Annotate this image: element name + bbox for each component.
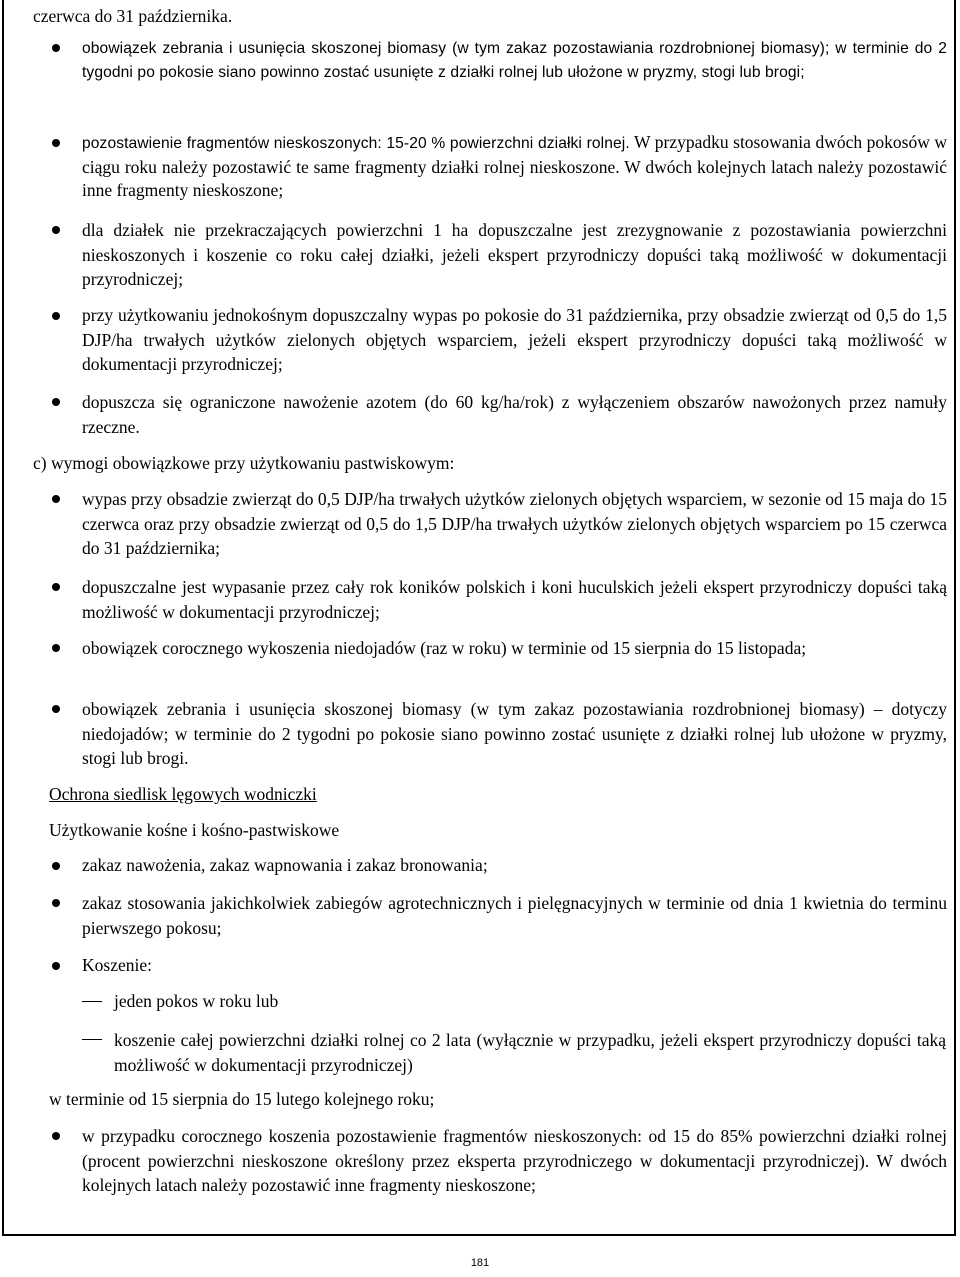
bullet-icon: [52, 44, 62, 54]
bullet-icon: [52, 962, 62, 972]
list-item: obowiązek corocznego wykoszenia niedojadów (raz w roku) w terminie od 15 sierpnia do 15 listopada;: [82, 638, 807, 658]
list-item: przy użytkowaniu jednokośnym dopuszczalny wypas po pokosie do 31 października, przy obsadzie zwierząt od 0,5 do 1,5 DJP/ha trwałych użytków zielonych objętych wsparciem, jeżeli ekspert przyrodniczy dopuści taką możliwość w dokumentacji przyrodniczej;: [82, 305, 947, 374]
dash-item: jeden pokos w roku lub: [114, 991, 279, 1011]
section-title: Ochrona siedlisk lęgowych wodniczki: [49, 784, 317, 804]
subsection-title: Użytkowanie kośne i kośno-pastwiskowe: [49, 820, 340, 840]
bullet-icon: [52, 862, 62, 872]
heading-c: c) wymogi obowiązkowe przy użytkowaniu pastwiskowym:: [33, 453, 455, 473]
bullet-icon: [52, 583, 62, 593]
bullet-icon: [52, 1132, 62, 1142]
page-number: 181: [470, 1257, 490, 1269]
list-item: Koszenie:: [82, 955, 152, 975]
list-item: obowiązek zebrania i usunięcia skoszonej biomasy (w tym zakaz pozostawiania rozdrobnionej biomasy) – dotyczy niedojadów; w terminie do 2 tygodni po pokosie siano powinno zostać usunięte z działki rolnej lub ułożone w pryzmy, stogi lub brogi.: [82, 699, 947, 768]
term-line: w terminie od 15 sierpnia do 15 lutego kolejnego roku;: [49, 1089, 435, 1109]
list-item: pozostawienie fragmentów nieskoszonych: 15-20 % powierzchni działki rolnej. W przypadku stosowania dwóch pokosów w ciągu roku należy pozostawić te same fragmenty działki rolnej nieskoszone. W dwóch kolejnych latach należy pozostawić inne fragmenty nieskoszone;: [82, 132, 948, 200]
list-item: dopuszczalne jest wypasanie przez cały rok koników polskich i koni huculskich jeżeli ekspert przyrodniczy dopuści taką możliwość w dokumentacji przyrodniczej;: [82, 577, 947, 622]
list-item: dopuszcza się ograniczone nawożenie azotem (do 60 kg/ha/rok) z wyłączeniem obszarów nawożonych przez namuły rzeczne.: [82, 392, 947, 437]
bullet-icon: [52, 226, 62, 236]
bullet-icon: [52, 705, 62, 715]
dash-item: koszenie całej powierzchni działki rolnej co 2 lata (wyłącznie w przypadku, jeżeli ekspert przyrodniczy dopuści taką możliwość w dokumentacji przyrodniczej): [114, 1030, 946, 1075]
list-item: obowiązek zebrania i usunięcia skoszonej biomasy (w tym zakaz pozostawiania rozdrobnionej biomasy); w terminie do 2 tygodni po pokosie siano powinno zostać usunięte z działki rolnej lub ułożone w pryzmy, stogi lub brogi;: [82, 40, 947, 81]
list-item: w przypadku corocznego koszenia pozostawienie fragmentów nieskoszonych: od 15 do 85% powierzchni działki rolnej (procent powierzchni nieskoszone określony przez eksperta przyrodniczego w dokumentacji przyrodniczej). W dwóch kolejnych latach należy pozostawić inne fragmenty nieskoszone;: [82, 1126, 947, 1195]
dash-marker: [82, 1039, 102, 1040]
bullet-icon: [52, 495, 62, 505]
bullet-icon: [52, 899, 62, 909]
bullet-icon: [52, 312, 62, 322]
list-item: wypas przy obsadzie zwierząt do 0,5 DJP/ha trwałych użytków zielonych objętych wsparciem, w sezonie od 15 maja do 15 czerwca oraz przy obsadzie zwierząt od 0,5 do 1,5 DJP/ha trwałych użytków zielonych objętych wsparciem po 15 czerwca do 31 października;: [82, 489, 947, 558]
bullet-icon: [52, 398, 62, 408]
bullet-icon: [52, 644, 62, 654]
dash-marker: [82, 1001, 102, 1002]
list-item: zakaz nawożenia, zakaz wapnowania i zakaz bronowania;: [82, 855, 488, 875]
list-item: dla działek nie przekraczających powierzchni 1 ha dopuszczalne jest zrezygnowanie z pozostawiania powierzchni nieskoszonych i koszenie co roku całej działki, jeżeli ekspert przyrodniczy dopuści taką możliwość w dokumentacji przyrodniczej;: [82, 220, 947, 289]
top-line: czerwca do 31 października.: [33, 6, 233, 26]
list-item: zakaz stosowania jakichkolwiek zabiegów agrotechnicznych i pielęgnacyjnych w terminie od dnia 1 kwietnia do terminu pierwszego pokosu;: [82, 893, 947, 938]
bullet-icon: [52, 139, 62, 149]
